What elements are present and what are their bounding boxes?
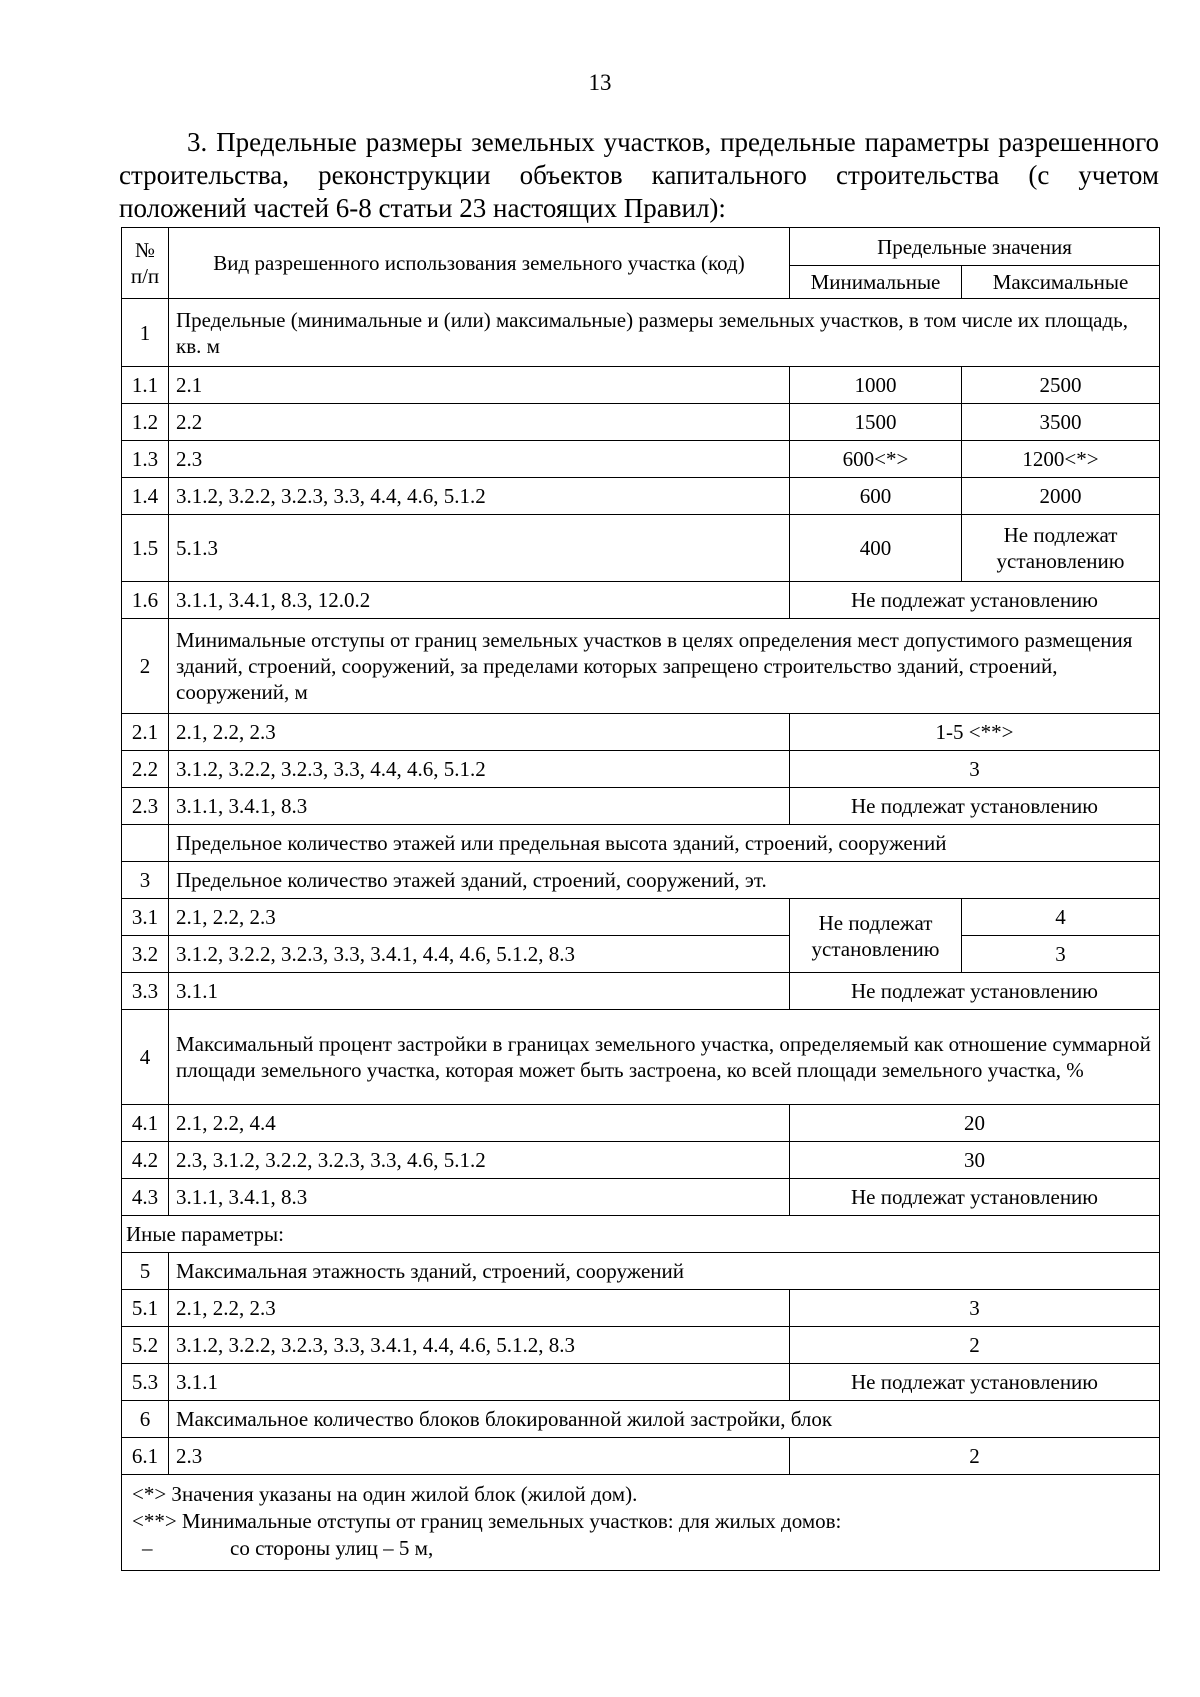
table-row bbox=[122, 1105, 1160, 1142]
section-heading bbox=[119, 126, 1159, 225]
table-row bbox=[122, 714, 1160, 751]
min-value-merged: Не подлежат установлению bbox=[790, 899, 962, 973]
table-row bbox=[122, 899, 1160, 936]
footnote-dash: – bbox=[142, 1536, 153, 1560]
row-number: 1 bbox=[122, 299, 169, 367]
max-value: 1200<*> bbox=[962, 441, 1160, 478]
table-row bbox=[122, 1290, 1160, 1327]
header-limits: Предельные значения bbox=[790, 228, 1160, 266]
use-code: 2.1 bbox=[169, 367, 790, 404]
use-code: 2.3 bbox=[169, 1438, 790, 1475]
limits-table bbox=[121, 227, 1160, 1571]
max-value: 3 bbox=[962, 936, 1160, 973]
min-value: 600<*> bbox=[790, 441, 962, 478]
row-number: 5.1 bbox=[122, 1290, 169, 1327]
table-row bbox=[122, 582, 1160, 619]
header-no: № п/п bbox=[122, 228, 169, 299]
section-heading-text: 3. Предельные размеры земельных участков, предельные параметры разрешенного строительства, реконструкции объектов капитального строительства (с учетом положений частей 6-8 статьи 23 настоящих Правил): bbox=[119, 127, 1159, 223]
row-number: 5.3 bbox=[122, 1364, 169, 1401]
min-value: 1500 bbox=[790, 404, 962, 441]
merged-value: 2 bbox=[790, 1438, 1160, 1475]
row-number: 1.6 bbox=[122, 582, 169, 619]
page-number: 13 bbox=[588, 70, 612, 95]
footnote-2: <**> Минимальные отступы от границ земельных участков: для жилых домов: bbox=[132, 1509, 842, 1533]
merged-value: 3 bbox=[790, 1290, 1160, 1327]
use-code: 2.3 bbox=[169, 441, 790, 478]
merged-value: Не подлежат установлению bbox=[790, 582, 1160, 619]
footnote-3 bbox=[132, 1535, 1151, 1562]
use-code: 2.1, 2.2, 2.3 bbox=[169, 714, 790, 751]
footnote-1: <*> Значения указаны на один жилой блок (жилой дом). bbox=[132, 1482, 638, 1506]
table-row bbox=[122, 515, 1160, 582]
section-title: Максимальное количество блоков блокированной жилой застройки, блок bbox=[169, 1401, 1160, 1438]
use-code: 3.1.1 bbox=[169, 1364, 790, 1401]
use-code: 3.1.1, 3.4.1, 8.3 bbox=[169, 1179, 790, 1216]
table-row bbox=[122, 1216, 1160, 1253]
row-number: 5 bbox=[122, 1253, 169, 1290]
table-row bbox=[122, 1253, 1160, 1290]
section-pretitle: Предельное количество этажей или предельная высота зданий, строений, сооружений bbox=[169, 825, 1160, 862]
table-row bbox=[122, 1364, 1160, 1401]
min-value: 1000 bbox=[790, 367, 962, 404]
table-row bbox=[122, 825, 1160, 862]
row-number: 1.5 bbox=[122, 515, 169, 582]
row-number: 2 bbox=[122, 619, 169, 714]
use-code: 2.1, 2.2, 2.3 bbox=[169, 1290, 790, 1327]
use-code: 3.1.1, 3.4.1, 8.3, 12.0.2 bbox=[169, 582, 790, 619]
header-min: Минимальные bbox=[790, 266, 962, 299]
use-code: 2.2 bbox=[169, 404, 790, 441]
row-number: 3.3 bbox=[122, 973, 169, 1010]
other-parameters-label: Иные параметры: bbox=[122, 1216, 1160, 1253]
merged-value: 1-5 <**> bbox=[790, 714, 1160, 751]
min-value: 600 bbox=[790, 478, 962, 515]
row-number: 2.2 bbox=[122, 751, 169, 788]
section-title: Минимальные отступы от границ земельных участков в целях определения мест допустимого размещения зданий, строений, сооружений, за пределами которых запрещено строительство зданий, строений, сооружений, м bbox=[169, 619, 1160, 714]
footnotes bbox=[122, 1475, 1160, 1571]
table-row bbox=[122, 299, 1160, 367]
merged-value: 3 bbox=[790, 751, 1160, 788]
row-number: 3.2 bbox=[122, 936, 169, 973]
table-header-row bbox=[122, 228, 1160, 266]
min-value: 400 bbox=[790, 515, 962, 582]
table-row bbox=[122, 1401, 1160, 1438]
use-code: 2.1, 2.2, 2.3 bbox=[169, 899, 790, 936]
max-value: Не подлежат установлению bbox=[962, 515, 1160, 582]
row-number: 2.1 bbox=[122, 714, 169, 751]
row-number: 6.1 bbox=[122, 1438, 169, 1475]
section-title: Предельное количество этажей зданий, строений, сооружений, эт. bbox=[169, 862, 1160, 899]
section-title: Максимальная этажность зданий, строений, сооружений bbox=[169, 1253, 1160, 1290]
use-code: 3.1.2, 3.2.2, 3.2.3, 3.3, 3.4.1, 4.4, 4.6, 5.1.2, 8.3 bbox=[169, 936, 790, 973]
merged-value: Не подлежат установлению bbox=[790, 1364, 1160, 1401]
table-row bbox=[122, 1327, 1160, 1364]
merged-value: 20 bbox=[790, 1105, 1160, 1142]
table-row bbox=[122, 1179, 1160, 1216]
table-row bbox=[122, 1438, 1160, 1475]
table-row bbox=[122, 936, 1160, 973]
section-title: Предельные (минимальные и (или) максимальные) размеры земельных участков, в том числе их площадь, кв. м bbox=[169, 299, 1160, 367]
table-row bbox=[122, 862, 1160, 899]
table-row bbox=[122, 1010, 1160, 1105]
use-code: 3.1.1 bbox=[169, 973, 790, 1010]
table-row bbox=[122, 441, 1160, 478]
table-row bbox=[122, 367, 1160, 404]
merged-value: Не подлежат установлению bbox=[790, 973, 1160, 1010]
row-number: 3 bbox=[122, 862, 169, 899]
use-code: 3.1.2, 3.2.2, 3.2.3, 3.3, 4.4, 4.6, 5.1.2 bbox=[169, 478, 790, 515]
max-value: 3500 bbox=[962, 404, 1160, 441]
header-kind: Вид разрешенного использования земельного участка (код) bbox=[169, 228, 790, 299]
section-title: Максимальный процент застройки в границах земельного участка, определяемый как отношение суммарной площади земельного участка, которая может быть застроена, ко всей площади земельного участка, % bbox=[169, 1010, 1160, 1105]
table-row bbox=[122, 478, 1160, 515]
row-number-empty bbox=[122, 825, 169, 862]
header-max: Максимальные bbox=[962, 266, 1160, 299]
merged-value: Не подлежат установлению bbox=[790, 788, 1160, 825]
table-row bbox=[122, 973, 1160, 1010]
merged-value: 30 bbox=[790, 1142, 1160, 1179]
max-value: 2000 bbox=[962, 478, 1160, 515]
table-row bbox=[122, 619, 1160, 714]
table-row bbox=[122, 788, 1160, 825]
row-number: 1.1 bbox=[122, 367, 169, 404]
row-number: 1.3 bbox=[122, 441, 169, 478]
row-number: 4.3 bbox=[122, 1179, 169, 1216]
row-number: 1.2 bbox=[122, 404, 169, 441]
row-number: 1.4 bbox=[122, 478, 169, 515]
use-code: 2.3, 3.1.2, 3.2.2, 3.2.3, 3.3, 4.6, 5.1.2 bbox=[169, 1142, 790, 1179]
max-value: 4 bbox=[962, 899, 1160, 936]
merged-value: 2 bbox=[790, 1327, 1160, 1364]
row-number: 4.2 bbox=[122, 1142, 169, 1179]
use-code: 2.1, 2.2, 4.4 bbox=[169, 1105, 790, 1142]
row-number: 3.1 bbox=[122, 899, 169, 936]
table-row bbox=[122, 404, 1160, 441]
row-number: 4 bbox=[122, 1010, 169, 1105]
use-code: 3.1.2, 3.2.2, 3.2.3, 3.3, 4.4, 4.6, 5.1.2 bbox=[169, 751, 790, 788]
row-number: 5.2 bbox=[122, 1327, 169, 1364]
table-row bbox=[122, 1142, 1160, 1179]
row-number: 6 bbox=[122, 1401, 169, 1438]
row-number: 4.1 bbox=[122, 1105, 169, 1142]
use-code: 3.1.1, 3.4.1, 8.3 bbox=[169, 788, 790, 825]
max-value: 2500 bbox=[962, 367, 1160, 404]
footnotes-row bbox=[122, 1475, 1160, 1571]
row-number: 2.3 bbox=[122, 788, 169, 825]
footnote-3-text: со стороны улиц – 5 м, bbox=[230, 1536, 434, 1560]
table-row bbox=[122, 751, 1160, 788]
use-code: 3.1.2, 3.2.2, 3.2.3, 3.3, 3.4.1, 4.4, 4.6, 5.1.2, 8.3 bbox=[169, 1327, 790, 1364]
merged-value: Не подлежат установлению bbox=[790, 1179, 1160, 1216]
use-code: 5.1.3 bbox=[169, 515, 790, 582]
